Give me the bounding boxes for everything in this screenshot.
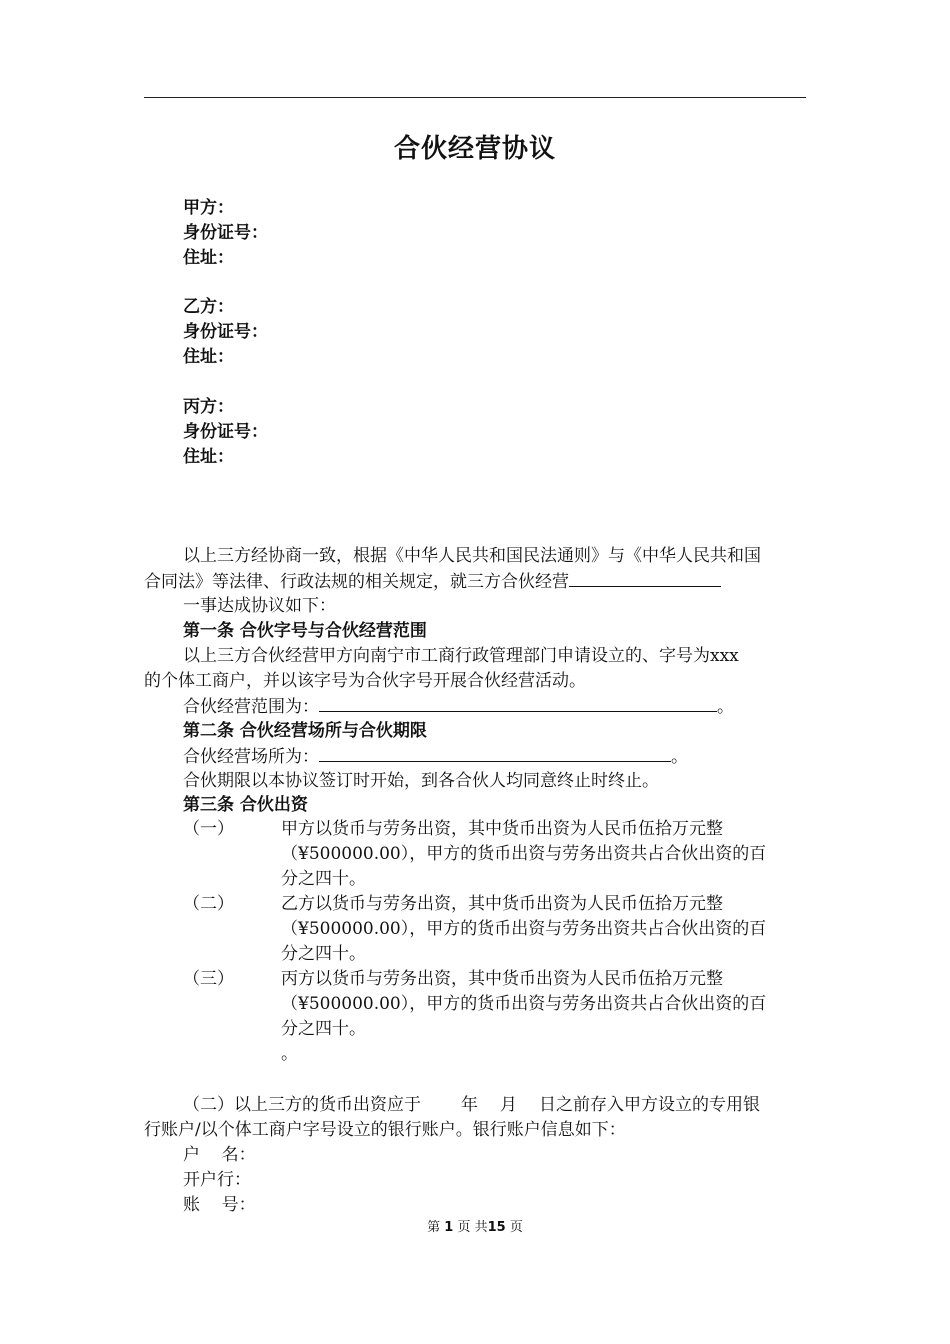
item-trailing-mark: 。	[281, 1044, 298, 1064]
party-c-address-label: 住址：	[183, 447, 234, 467]
scope-label: 合伙经营范围为：	[183, 697, 319, 717]
account-number-label: 账 号：	[183, 1195, 256, 1215]
place-end: 。	[671, 747, 688, 767]
footer-mid: 页 共	[457, 1220, 488, 1235]
party-b-address-label: 住址：	[183, 347, 234, 367]
item-3-line-3: 分之四十。	[281, 1019, 366, 1039]
scope-end: 。	[717, 697, 734, 717]
term-line: 合伙期限以本协议签订时开始，到各合伙人均同意终止时终止。	[183, 771, 659, 791]
party-c-id-label: 身份证号：	[183, 422, 268, 442]
intro-line-2	[144, 569, 721, 594]
party-a-address-label: 住址：	[183, 248, 234, 268]
intro-line-1: 以上三方经协商一致，根据《中华人民共和国民法通则》与《中华人民共和国	[183, 546, 761, 566]
article-1-para-line-2: 的个体工商户，并以该字号为合伙字号开展合伙经营活动。	[144, 671, 586, 691]
item-1-number: （一）	[183, 819, 234, 839]
article-1-heading: 第一条 合伙字号与合伙经营范围	[183, 621, 427, 641]
item-1-line-1: 甲方以货币与劳务出资，其中货币出资为人民币伍拾万元整	[281, 819, 723, 839]
deposit-year: 年	[461, 1095, 478, 1115]
business-blank	[569, 569, 721, 587]
place-blank	[319, 744, 671, 762]
article-3-heading: 第三条 合伙出资	[183, 795, 308, 815]
item-2-line-3: 分之四十。	[281, 944, 366, 964]
item-2-number: （二）	[183, 894, 234, 914]
article-1-para-line-1: 以上三方合伙经营甲方向南宁市工商行政管理部门申请设立的、字号为xxx	[183, 646, 739, 666]
page-footer	[0, 1216, 950, 1235]
party-a-id-label: 身份证号：	[183, 223, 268, 243]
document-title: 合伙经营协议	[393, 134, 556, 164]
party-c-name-label: 丙方：	[183, 397, 234, 417]
item-2-line-1: 乙方以货币与劳务出资，其中货币出资为人民币伍拾万元整	[281, 894, 723, 914]
intro-line-2-text: 合同法》等法律、行政法规的相关规定，就三方合伙经营	[144, 572, 569, 592]
item-3-number: （三）	[183, 969, 234, 989]
footer-total-pages: 15	[487, 1220, 506, 1235]
place-label: 合伙经营场所为：	[183, 747, 319, 767]
footer-prefix: 第	[427, 1220, 441, 1235]
footer-suffix: 页	[509, 1220, 523, 1235]
deposit-line-1	[183, 1093, 760, 1117]
item-3-line-1: 丙方以货币与劳务出资，其中货币出资为人民币伍拾万元整	[281, 969, 723, 989]
scope-blank	[319, 694, 717, 712]
item-2-line-2: （¥500000.00），甲方的货币出资与劳务出资共占合伙出资的百	[281, 919, 767, 939]
bank-label: 开户行：	[183, 1170, 251, 1190]
header-rule	[144, 97, 806, 98]
place-line	[183, 744, 688, 769]
item-3-line-2: （¥500000.00），甲方的货币出资与劳务出资共占合伙出资的百	[281, 994, 767, 1014]
account-name-label: 户 名：	[183, 1145, 256, 1165]
article-2-heading: 第二条 合伙经营场所与合伙期限	[183, 721, 427, 741]
deposit-line-2: 行账户/以个体工商户字号设立的银行账户。银行账户信息如下：	[144, 1120, 626, 1140]
party-a-name-label: 甲方：	[183, 198, 234, 218]
deposit-prefix: （二）以上三方的货币出资应于	[183, 1095, 421, 1115]
intro-line-3: 一事达成协议如下：	[183, 596, 336, 616]
party-b-id-label: 身份证号：	[183, 322, 268, 342]
deposit-month: 月	[500, 1095, 517, 1115]
item-1-line-2: （¥500000.00），甲方的货币出资与劳务出资共占合伙出资的百	[281, 844, 767, 864]
footer-page-number: 1	[444, 1220, 454, 1235]
deposit-suffix: 日之前存入甲方设立的专用银	[539, 1095, 760, 1115]
party-b-name-label: 乙方：	[183, 297, 234, 317]
item-1-line-3: 分之四十。	[281, 869, 366, 889]
scope-line	[183, 694, 734, 719]
